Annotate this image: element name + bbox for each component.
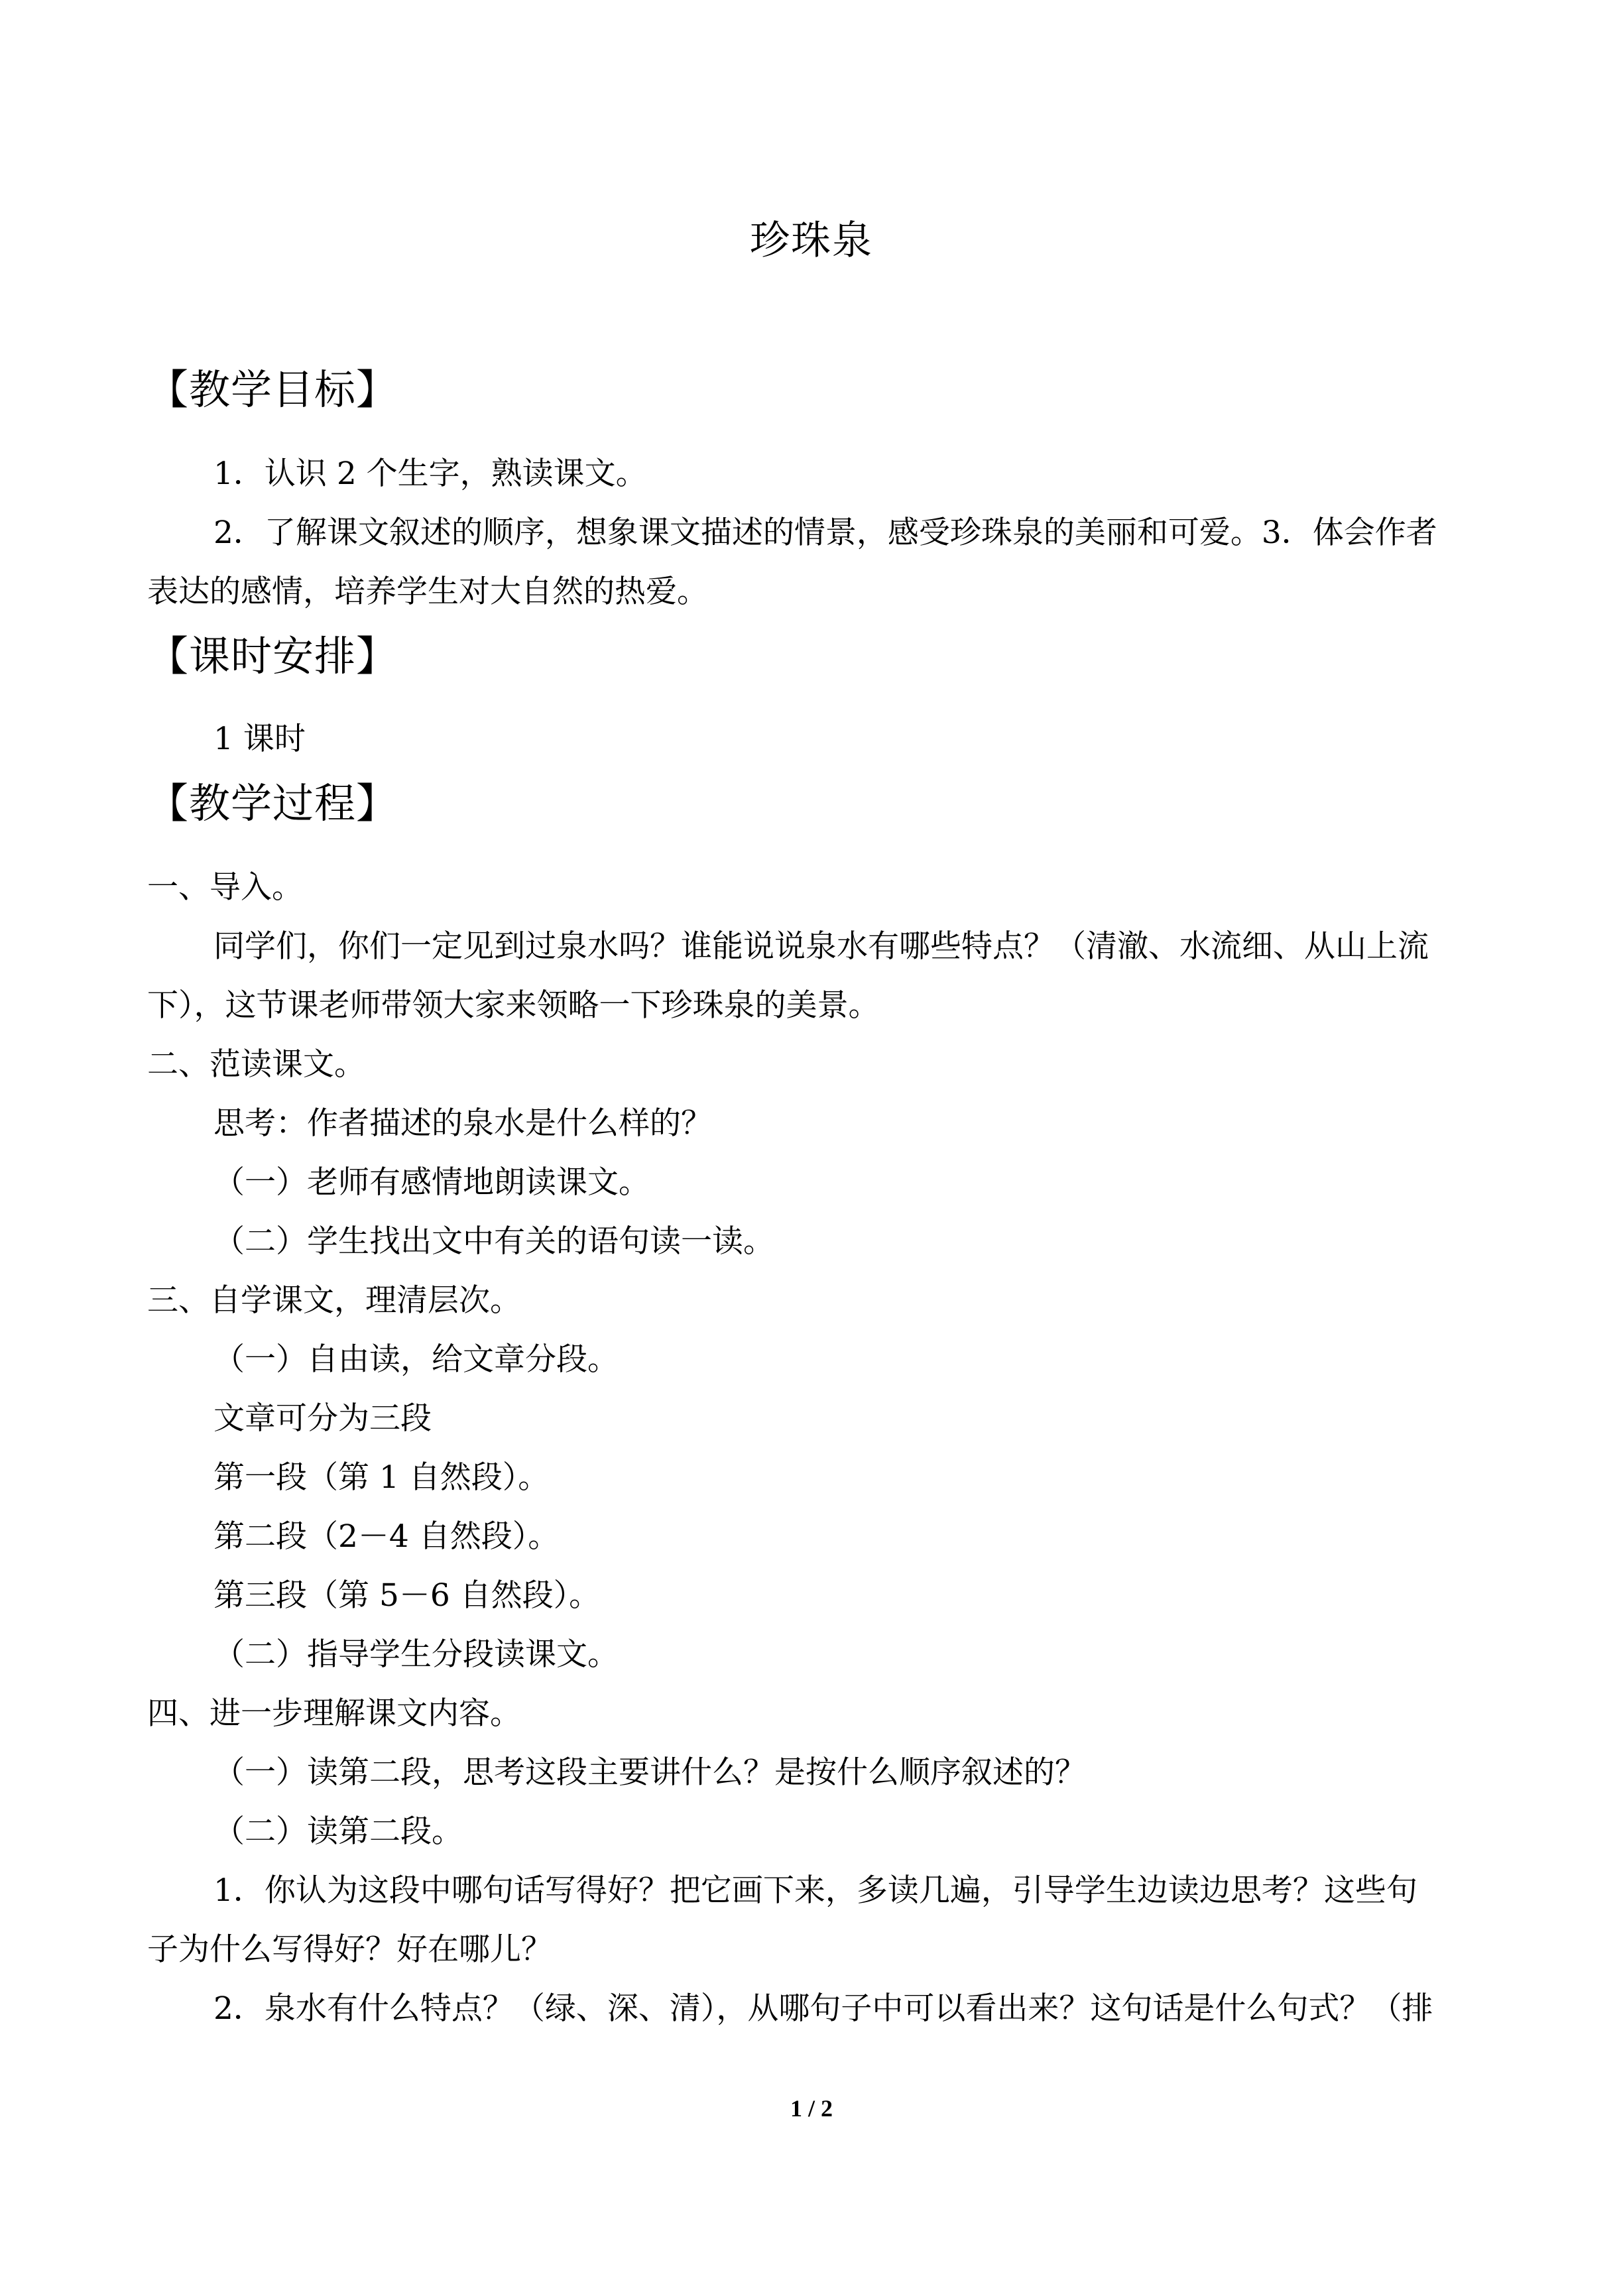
goal-item-2: 2．了解课文叙述的顺序，想象课文描述的情景，感受珍珠泉的美丽和可爱。3．体会作者 xyxy=(213,514,1437,551)
schedule-text: 1 课时 xyxy=(213,721,306,757)
goal-item-2-continued: 表达的感情，培养学生对大自然的热爱。 xyxy=(147,574,708,610)
process-line-4: 二、范读课文。 xyxy=(147,1046,365,1083)
process-line-8: 三、自学课文，理清层次。 xyxy=(147,1282,521,1319)
process-line-16: （一）读第二段，思考这段主要讲什么？是按什么顺序叙述的？ xyxy=(213,1754,1086,1791)
process-line-7: （二）学生找出文中有关的语句读一读。 xyxy=(213,1223,774,1260)
process-line-19: 子为什么写得好？好在哪儿？ xyxy=(147,1931,552,1968)
process-line-15: 四、进一步理解课文内容。 xyxy=(147,1695,521,1732)
goal-item-1: 1．认识 2 个生字，熟读课文。 xyxy=(213,455,647,492)
process-line-2: 同学们，你们一定见到过泉水吗？谁能说说泉水有哪些特点？（清澈、水流细、从山上流 xyxy=(213,928,1429,965)
process-line-11: 第一段（第 1 自然段）。 xyxy=(213,1459,550,1496)
process-line-3: 下），这节课老师带领大家来领略一下珍珠泉的美景。 xyxy=(147,987,880,1024)
process-line-10: 文章可分为三段 xyxy=(213,1400,432,1437)
process-line-13: 第三段（第 5－6 自然段）。 xyxy=(213,1577,601,1614)
process-line-18: 1．你认为这段中哪句话写得好？把它画下来，多读几遍，引导学生边读边思考？这些句 xyxy=(213,1872,1417,1909)
process-line-17: （二）读第二段。 xyxy=(213,1813,463,1850)
section-heading-schedule: 【课时安排】 xyxy=(147,632,398,680)
process-line-1: 一、导入。 xyxy=(147,869,303,906)
section-heading-goals: 【教学目标】 xyxy=(147,365,398,414)
document-title: 珍珠泉 xyxy=(750,217,873,264)
page-number: 1 / 2 xyxy=(790,2095,833,2122)
process-line-5: 思考：作者描述的泉水是什么样的？ xyxy=(213,1105,712,1142)
section-heading-process: 【教学过程】 xyxy=(147,779,398,827)
process-line-9: （一）自由读，给文章分段。 xyxy=(213,1341,619,1378)
process-line-14: （二）指导学生分段读课文。 xyxy=(213,1636,619,1673)
process-line-6: （一）老师有感情地朗读课文。 xyxy=(213,1164,650,1201)
process-line-12: 第二段（2－4 自然段）。 xyxy=(213,1518,560,1555)
process-line-20: 2．泉水有什么特点？（绿、深、清），从哪句子中可以看出来？这句话是什么句式？（排 xyxy=(213,1990,1433,2027)
